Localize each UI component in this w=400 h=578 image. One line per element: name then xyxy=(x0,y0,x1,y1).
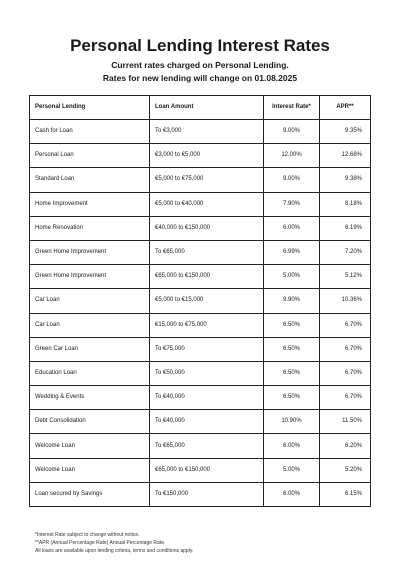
cell-interest-rate: 5.00% xyxy=(264,458,320,482)
cell-product: Green Home Improvement xyxy=(30,240,150,264)
cell-product: Green Car Loan xyxy=(30,337,150,361)
cell-apr: 6.70% xyxy=(320,337,371,361)
cell-apr: 9.38% xyxy=(320,168,371,192)
header-loan-amount: Loan Amount xyxy=(150,96,264,120)
cell-apr: 12.68% xyxy=(320,144,371,168)
page-title: Personal Lending Interest Rates xyxy=(70,36,330,55)
cell-loan-amount: To €65,000 xyxy=(150,434,264,458)
cell-product: Personal Loan xyxy=(30,144,150,168)
cell-interest-rate: 6.00% xyxy=(264,434,320,458)
cell-apr: 9.35% xyxy=(320,120,371,144)
table-row xyxy=(30,313,371,337)
table-row xyxy=(30,458,371,482)
header-interest-rate: Interest Rate* xyxy=(264,96,320,120)
cell-loan-amount: To €65,000 xyxy=(150,240,264,264)
footnotes xyxy=(35,531,193,555)
table-row xyxy=(30,434,371,458)
cell-apr: 6.20% xyxy=(320,434,371,458)
cell-loan-amount: €15,000 to €75,000 xyxy=(150,313,264,337)
cell-interest-rate: 7.90% xyxy=(264,192,320,216)
cell-interest-rate: 12.00% xyxy=(264,144,320,168)
table-row xyxy=(30,216,371,240)
table-row xyxy=(30,265,371,289)
table-body xyxy=(30,120,371,507)
cell-loan-amount: €5,000 to €40,000 xyxy=(150,192,264,216)
cell-loan-amount: To €40,000 xyxy=(150,410,264,434)
cell-product: Cash for Loan xyxy=(30,120,150,144)
table-row xyxy=(30,482,371,506)
cell-product: Standard Loan xyxy=(30,168,150,192)
table-row xyxy=(30,386,371,410)
header-personal-lending: Personal Lending xyxy=(30,96,150,120)
cell-interest-rate: 9.00% xyxy=(264,120,320,144)
table-row xyxy=(30,240,371,264)
interest-rates-table xyxy=(29,95,371,507)
cell-interest-rate: 6.00% xyxy=(264,216,320,240)
table-header-row xyxy=(30,96,371,120)
cell-product: Home Improvement xyxy=(30,192,150,216)
cell-product: Car Loan xyxy=(30,289,150,313)
cell-product: Car Loan xyxy=(30,313,150,337)
cell-interest-rate: 6.50% xyxy=(264,361,320,385)
subtitle-rate-change: Rates for new lending will change on 01.08.2025 xyxy=(102,73,298,83)
table-row xyxy=(30,410,371,434)
cell-loan-amount: €65,000 to €150,000 xyxy=(150,265,264,289)
cell-interest-rate: 6.00% xyxy=(264,482,320,506)
table-row xyxy=(30,144,371,168)
table-row xyxy=(30,168,371,192)
cell-interest-rate: 6.50% xyxy=(264,337,320,361)
cell-loan-amount: To €150,000 xyxy=(150,482,264,506)
cell-loan-amount: To €75,000 xyxy=(150,337,264,361)
cell-loan-amount: €5,000 to €75,000 xyxy=(150,168,264,192)
cell-loan-amount: To €40,000 xyxy=(150,386,264,410)
cell-interest-rate: 6.50% xyxy=(264,313,320,337)
cell-product: Loan secured by Savings xyxy=(30,482,150,506)
table-row xyxy=(30,289,371,313)
cell-loan-amount: To €50,000 xyxy=(150,361,264,385)
cell-loan-amount: €5,000 to €15,000 xyxy=(150,289,264,313)
cell-product: Debt Consolidation xyxy=(30,410,150,434)
table-row xyxy=(30,361,371,385)
cell-apr: 11.50% xyxy=(320,410,371,434)
table-row xyxy=(30,120,371,144)
cell-apr: 10.36% xyxy=(320,289,371,313)
cell-apr: 6.19% xyxy=(320,216,371,240)
cell-product: Home Renovation xyxy=(30,216,150,240)
cell-interest-rate: 9.00% xyxy=(264,168,320,192)
cell-apr: 6.15% xyxy=(320,482,371,506)
cell-loan-amount: €65,000 to €150,000 xyxy=(150,458,264,482)
subtitle-current-rates: Current rates charged on Personal Lending. xyxy=(111,60,289,70)
cell-interest-rate: 5.00% xyxy=(264,265,320,289)
cell-interest-rate: 9.90% xyxy=(264,289,320,313)
cell-interest-rate: 10.90% xyxy=(264,410,320,434)
cell-apr: 5.12% xyxy=(320,265,371,289)
cell-apr: 8.18% xyxy=(320,192,371,216)
cell-apr: 6.70% xyxy=(320,313,371,337)
cell-product: Education Loan xyxy=(30,361,150,385)
table-row xyxy=(30,192,371,216)
cell-interest-rate: 6.99% xyxy=(264,240,320,264)
footnote-interest-rate: *Interest Rate subject to change without notice. xyxy=(35,532,140,538)
cell-product: Welcome Loan xyxy=(30,458,150,482)
cell-loan-amount: €40,000 to €150,000 xyxy=(150,216,264,240)
cell-product: Welcome Loan xyxy=(30,434,150,458)
cell-product: Wedding & Events xyxy=(30,386,150,410)
cell-product: Green Home Improvement xyxy=(30,265,150,289)
cell-loan-amount: €3,000 to €5,000 xyxy=(150,144,264,168)
footnote-apr: **APR (Annual Percentage Rate) Annual Percentage Rate. xyxy=(35,540,166,546)
cell-interest-rate: 6.50% xyxy=(264,386,320,410)
cell-apr: 6.70% xyxy=(320,361,371,385)
header-apr: APR** xyxy=(320,96,371,120)
cell-apr: 5.20% xyxy=(320,458,371,482)
cell-apr: 6.70% xyxy=(320,386,371,410)
table-row xyxy=(30,337,371,361)
cell-loan-amount: To €3,000 xyxy=(150,120,264,144)
footnote-terms: All loans are available upon lending criteria, terms and conditions apply. xyxy=(35,548,194,554)
cell-apr: 7.20% xyxy=(320,240,371,264)
